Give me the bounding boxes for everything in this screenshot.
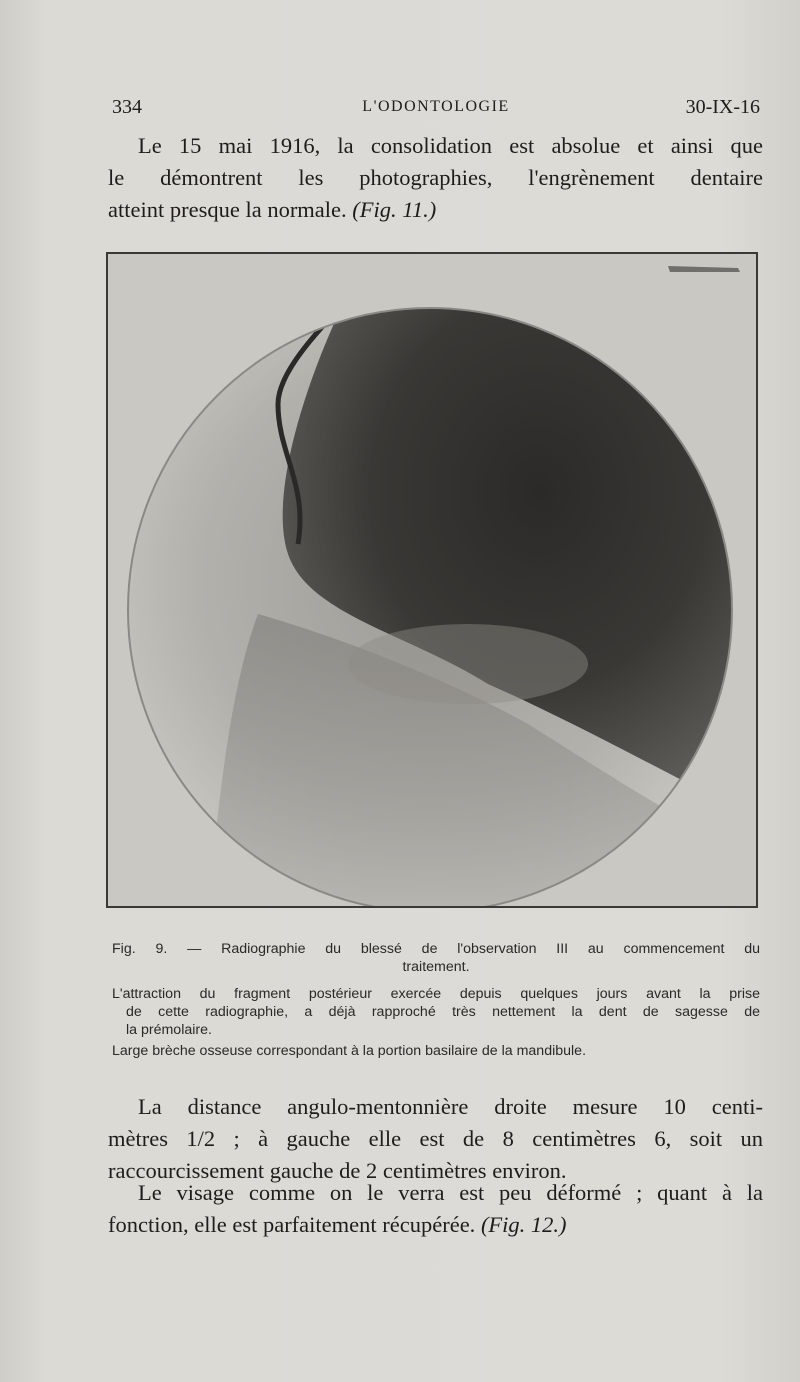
- figure-reference: (Fig. 11.): [352, 197, 437, 222]
- intro-paragraph: [108, 130, 763, 226]
- journal-title: L'ODONTOLOGIE: [362, 98, 510, 115]
- caption-line: Fig. 9. — Radiographie du blessé de l'observation III au commencement du: [112, 941, 760, 957]
- text-line: [108, 194, 763, 226]
- page-number: 334: [112, 96, 142, 118]
- text-line: [108, 1209, 763, 1241]
- running-head: [112, 96, 760, 124]
- note-line: L'attraction du fragment postérieur exercée depuis quelques jours avant la prise: [112, 986, 760, 1002]
- radiograph-figure: [106, 252, 758, 908]
- note-line: de cette radiographie, a déjà rapproché très nettement la dent de sagesse de: [126, 1004, 760, 1020]
- figure-caption: [112, 940, 760, 976]
- figure-note: Large brèche osseuse correspondant à la portion basilaire de la mandibule.: [112, 1043, 587, 1059]
- text-line: Le 15 mai 1916, la consolidation est absolue et ainsi que: [138, 133, 763, 158]
- text-line: mètres 1/2 ; à gauche elle est de 8 centimètres 6, soit un: [108, 1126, 763, 1151]
- note-line: la prémolaire.: [126, 1022, 212, 1038]
- mandible-gap: [348, 624, 588, 704]
- text-line: raccourcissement gauche de 2 centimètres environ.: [108, 1158, 567, 1183]
- text-line: Le visage comme on le verra est peu déformé ; quant à la: [138, 1180, 763, 1205]
- text-line: La distance angulo-mentonnière droite mesure 10 centi-: [138, 1094, 763, 1119]
- text-line-part: fonction, elle est parfaitement récupérée.: [108, 1212, 476, 1237]
- body-paragraph: [108, 1091, 763, 1187]
- figure-reference: (Fig. 12.): [480, 1212, 567, 1237]
- text-line: le démontrent les photographies, l'engrènement dentaire: [108, 165, 763, 190]
- issue-date: 30-IX-16: [685, 96, 760, 118]
- radiograph-image: [108, 254, 756, 906]
- text-line-part: atteint presque la normale.: [108, 197, 347, 222]
- caption-line: traitement.: [402, 959, 470, 975]
- figure-note: [112, 985, 760, 1039]
- body-paragraph: [108, 1177, 763, 1241]
